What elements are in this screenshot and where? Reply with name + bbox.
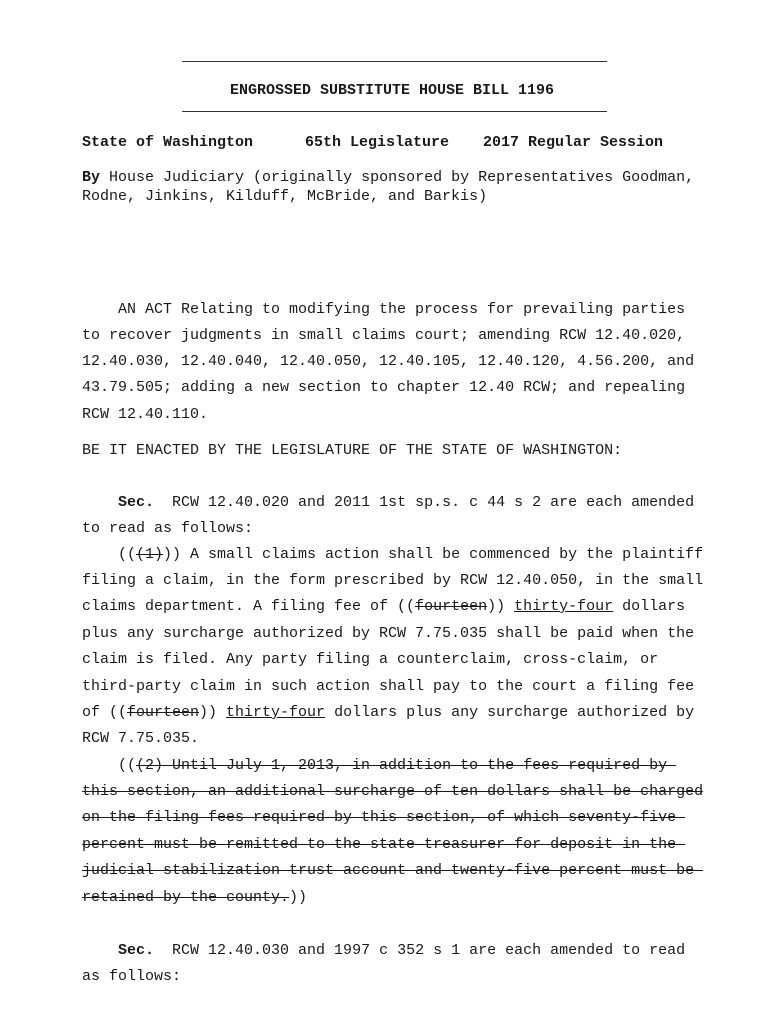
state-name: State of Washington	[82, 134, 254, 151]
sponsors-line-2: Rodne, Jinkins, Kilduff, McBride, and Barkis)	[82, 188, 488, 205]
sec1-p1-line-6: third-party claim in such action shall pay to the court a filing fee	[82, 678, 695, 695]
p1-line-3-a: claims department. A filing fee of ((	[82, 598, 416, 615]
sec1-p2-line-4	[82, 836, 685, 853]
p2-struck-line-3: on the filing fees required by this section, of which seventy-five	[82, 809, 686, 826]
p2-struck-line-2: this section, an additional surcharge of ten dollars shall be charged	[82, 783, 704, 800]
legislature-number: 65th Legislature	[305, 134, 450, 151]
sec1-heading-text: RCW 12.40.020 and 2011 1st sp.s. c 44 s 2 are each amended	[154, 494, 695, 511]
sec1-p1-line-4: plus any surcharge authorized by RCW 7.75.035 shall be paid when the	[82, 625, 695, 642]
sec1-label: Sec.	[118, 494, 155, 511]
sec1-p1-line-8: RCW 7.75.035.	[82, 730, 200, 747]
sec1-p1-line-1	[82, 546, 703, 563]
p1-line-1-text: )) A small claims action shall be commenced by the plaintiff	[163, 546, 704, 563]
act-line-1: AN ACT Relating to modifying the process for prevailing parties	[82, 301, 686, 318]
p1-line-7-a: of ((	[82, 704, 128, 721]
sec1-p2-line-2	[82, 783, 703, 800]
sec2-label: Sec.	[118, 942, 155, 959]
bill-title: ENGROSSED SUBSTITUTE HOUSE BILL 1196	[230, 82, 555, 99]
sec2-heading-line-2: as follows:	[82, 968, 182, 985]
enactment-clause: BE IT ENACTED BY THE LEGISLATURE OF THE STATE OF WASHINGTON:	[82, 442, 623, 459]
p1-line-3-struck: fourteen	[415, 598, 488, 615]
p1-struck-number: (1)	[136, 546, 164, 563]
act-line-5: RCW 12.40.110.	[82, 406, 209, 423]
sec2-heading	[82, 942, 685, 959]
sec2-heading-text: RCW 12.40.030 and 1997 c 352 s 1 are each amended to read	[154, 942, 686, 959]
p2-open-paren: ((	[82, 757, 137, 774]
sec1-heading	[82, 494, 694, 511]
sec1-p1-line-7	[82, 704, 694, 721]
sec1-p1-line-5: claim is filed. Any party filing a counterclaim, cross-claim, or	[82, 651, 659, 668]
sec1-heading-line-2: to read as follows:	[82, 520, 254, 537]
sec1-p2-line-3	[82, 809, 685, 826]
sec1-p2-line-1	[82, 757, 676, 774]
p2-struck-line-5: judicial stabilization trust account and twenty-five percent must be	[82, 862, 704, 879]
act-line-3: 12.40.030, 12.40.040, 12.40.050, 12.40.105, 12.40.120, 4.56.200, and	[82, 353, 695, 370]
p2-close-paren: ))	[289, 889, 308, 906]
p2-struck-line-6: retained by the county.	[82, 889, 290, 906]
p1-line-7-struck: fourteen	[127, 704, 200, 721]
p2-struck-line-4: percent must be remitted to the state treasurer for deposit in the	[82, 836, 686, 853]
sponsors-text-1: House Judiciary (originally sponsored by Representatives Goodman,	[109, 169, 695, 186]
sec1-p1-line-3	[82, 598, 685, 615]
title-rule	[182, 111, 607, 112]
sec1-p2-line-5	[82, 862, 703, 879]
act-line-4: 43.79.505; adding a new section to chapter 12.40 RCW; and repealing	[82, 379, 686, 396]
p1-line-7-b: ))	[199, 704, 227, 721]
p1-open-paren: ((	[82, 546, 137, 563]
sec1-p2-line-6	[82, 889, 307, 906]
p1-line-3-b: ))	[487, 598, 515, 615]
p1-line-3-inserted: thirty-four	[514, 598, 614, 615]
act-line-2: to recover judgments in small claims court; amending RCW 12.40.020,	[82, 327, 686, 344]
sec1-p1-line-2: filing a claim, in the form prescribed by RCW 12.40.050, in the small	[82, 572, 704, 589]
top-rule	[182, 61, 607, 62]
by-label: By	[82, 169, 101, 186]
p1-line-7-c: dollars plus any surcharge authorized by	[325, 704, 695, 721]
session-name: 2017 Regular Session	[483, 134, 664, 151]
p1-line-3-c: dollars	[613, 598, 686, 615]
p2-struck-line-1: (2) Until July 1, 2013, in addition to the fees required by	[136, 757, 677, 774]
sponsors-line-1	[82, 169, 694, 186]
p1-line-7-inserted: thirty-four	[226, 704, 326, 721]
